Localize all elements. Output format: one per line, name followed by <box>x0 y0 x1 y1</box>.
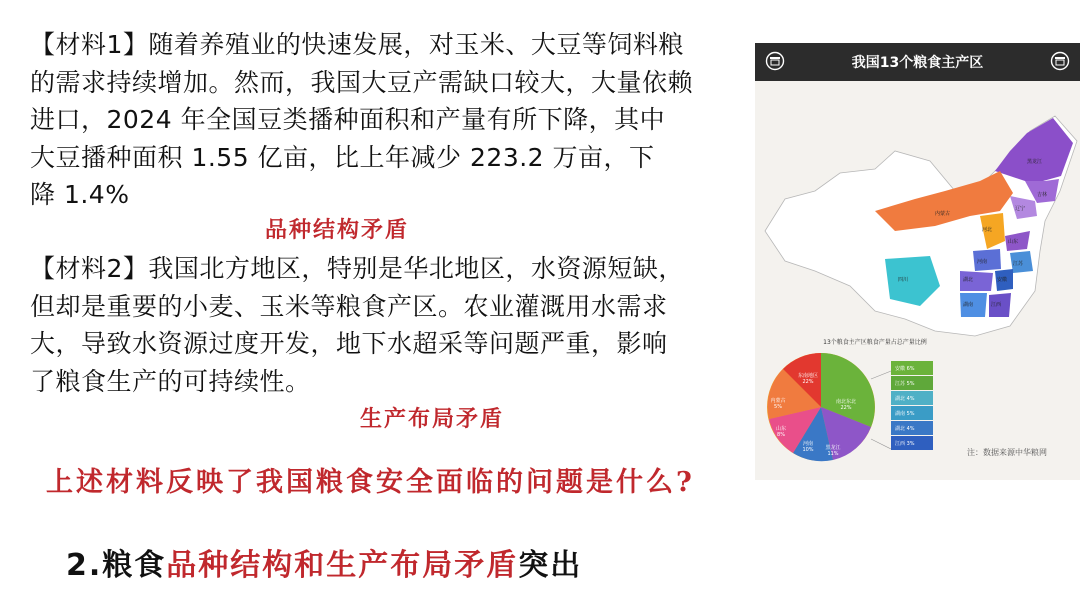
answer <box>66 540 582 584</box>
question: 上述材料反映了我国粮食安全面临的问题是什么? <box>46 467 695 498</box>
pie-connector <box>871 371 891 379</box>
pie-chart <box>763 349 963 465</box>
pie-label-henan: 河南 10% <box>802 441 814 453</box>
label-neimenggu: 内蒙古 <box>935 211 951 217</box>
pie-label-shandong: 山东 8% <box>775 426 786 438</box>
material-2-line-2: 但却是重要的小麦、玉米等粮食产区。农业灌溉用水需求 <box>30 291 668 321</box>
data-source-note: 注：数据来源中华粮网 <box>967 448 1047 457</box>
label-liaoning: 辽宁 <box>1015 206 1026 212</box>
label-hebei: 河北 <box>982 227 993 233</box>
pie-label-right: 南北东北 22% <box>835 399 856 411</box>
table-label-4: 湖南 5% <box>895 411 915 417</box>
table-label-2: 江苏 5% <box>895 381 915 387</box>
label-shandong: 山东 <box>1008 239 1019 245</box>
table-label-1: 安徽 6% <box>895 366 915 372</box>
label-hunan: 湖南 <box>963 302 974 308</box>
label-heilongjiang: 黑龙江 <box>1027 159 1043 165</box>
material-2 <box>30 250 740 400</box>
answer-highlight: 品种结构和生产布局矛盾 <box>166 548 519 583</box>
table-label-3: 湖北 4% <box>895 396 915 402</box>
pie-label-left: 东南地区 22% <box>797 373 818 385</box>
map-title: 我国13个粮食主产区 <box>851 55 984 71</box>
annotation-variety-structure: 品种结构矛盾 <box>265 217 410 243</box>
annotation-production-layout: 生产布局矛盾 <box>360 406 505 432</box>
material-1-line-4: 大豆播种面积 1.55 亿亩，比上年减少 223.2 万亩，下 <box>30 142 655 172</box>
label-henan: 河南 <box>977 259 988 265</box>
material-1-line-1: 【材料1】随着养殖业的快速发展，对玉米、大豆等饲料粮 <box>30 30 684 59</box>
material-1 <box>30 26 740 214</box>
label-jilin: 吉林 <box>1037 192 1048 198</box>
label-jiangsu: 江苏 <box>1013 261 1024 267</box>
material-2-line-1: 【材料2】我国北方地区，特别是华北地区，水资源短缺， <box>30 254 684 283</box>
material-1-line-2: 的需求持续增加。然而，我国大豆产需缺口较大，大量依赖 <box>30 67 694 97</box>
material-1-line-3: 进口，2024 年全国豆类播种面积和产量有所下降，其中 <box>30 105 666 134</box>
material-2-line-4: 了粮食生产的可持续性。 <box>30 366 311 396</box>
pie-label-small: 内蒙古 5% <box>770 398 786 410</box>
map-title-bar <box>755 43 1080 81</box>
label-hubei: 湖北 <box>963 277 974 283</box>
table-label-5: 湖北 4% <box>895 426 915 432</box>
table-label-6: 江西 3% <box>895 441 915 447</box>
pie-title: 13个粮食主产区粮食产量占总产量比例 <box>823 339 927 346</box>
answer-prefix: 2.粮食 <box>66 548 167 583</box>
answer-suffix: 突出 <box>518 548 583 583</box>
material-2-line-3: 大，导致水资源过度开发，地下水超采等问题严重，影响 <box>30 329 668 358</box>
label-anhui: 安徽 <box>997 277 1008 283</box>
pie-label-heilongjiang: 黑龙江 11% <box>825 445 841 457</box>
material-1-line-5: 降 1.4% <box>30 180 130 209</box>
china-map <box>755 81 1080 341</box>
seal-logo-icon <box>1050 51 1070 71</box>
label-jiangxi: 江西 <box>991 302 1002 308</box>
grain-map-figure <box>755 43 1080 480</box>
label-sichuan: 四川 <box>898 277 909 283</box>
pie-connector <box>871 439 891 449</box>
